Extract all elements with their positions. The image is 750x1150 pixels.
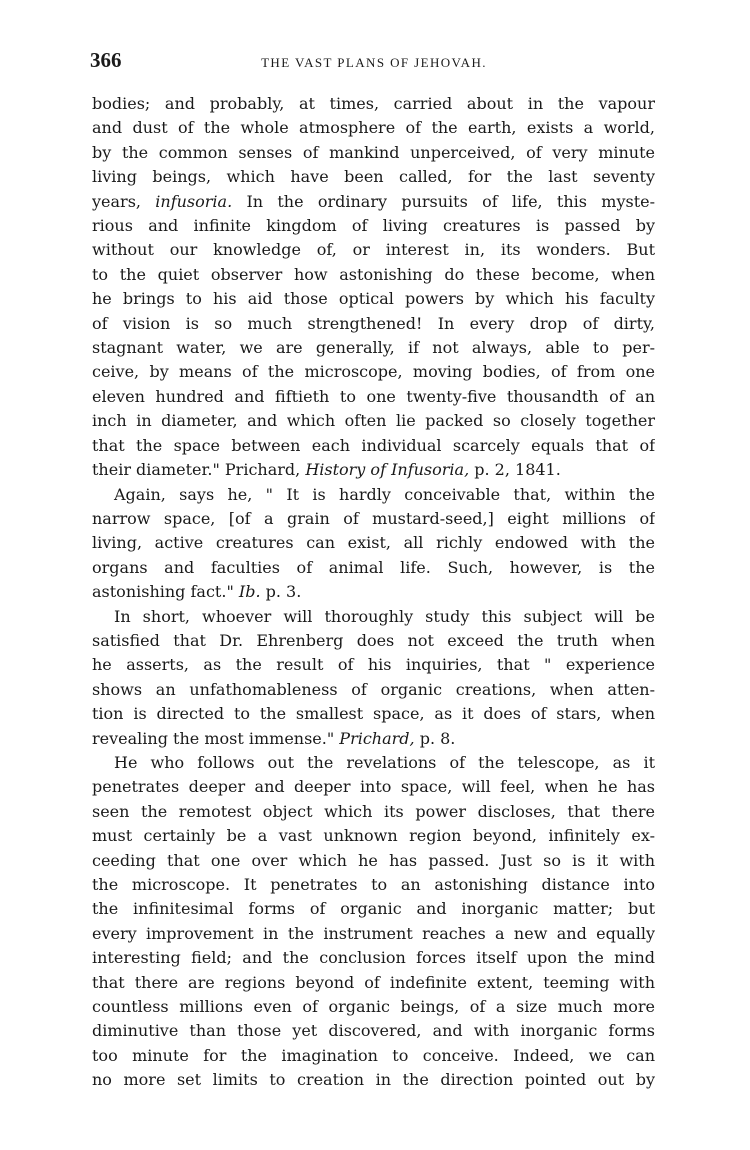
- text-line: [92, 214, 655, 238]
- text-segment: rious and infinite kingdom of living creatures is passed by: [92, 216, 655, 236]
- text-segment: to the quiet observer how astonishing do these become, when: [92, 264, 655, 284]
- text-segment: without our knowledge of, or interest in, its wonders. But: [92, 240, 655, 260]
- text-segment: revealing the most immense.": [92, 728, 340, 748]
- text-line: [92, 946, 655, 970]
- text-segment: In short, whoever will thoroughly study this subject will be: [114, 606, 655, 626]
- text-line: [92, 1068, 655, 1092]
- text-line: [92, 897, 655, 921]
- text-line: [92, 531, 655, 555]
- paragraph: [92, 605, 655, 751]
- text-line: [92, 678, 655, 702]
- text-segment: that the space between each individual scarcely equals that of: [92, 435, 655, 455]
- text-segment: organs and faculties of animal life. Such, however, is the: [92, 557, 655, 577]
- text-segment: shows an unfathomableness of organic creations, when atten-: [92, 679, 655, 699]
- paragraph: [92, 483, 655, 605]
- italic-text: Ib.: [238, 582, 261, 602]
- text-line: [92, 824, 655, 848]
- text-segment: narrow space, [of a grain of mustard-seed,] eight millions of: [92, 508, 655, 528]
- text-segment: interesting field; and the conclusion forces itself upon the mind: [92, 948, 655, 968]
- text-line: [92, 312, 655, 336]
- text-segment: astonishing fact.": [92, 582, 239, 602]
- text-segment: the microscope. It penetrates to an astonishing distance into: [92, 875, 655, 894]
- text-line: [92, 458, 655, 482]
- text-line: [92, 409, 655, 433]
- running-title: THE VAST PLANS OF JEHOVAH.: [261, 55, 487, 70]
- text-line: [92, 751, 655, 775]
- text-segment: years,: [92, 191, 156, 211]
- text-line: [92, 238, 655, 262]
- text-segment: satisfied that Dr. Ehrenberg does not exceed the truth when: [92, 630, 655, 650]
- text-line: [92, 922, 655, 946]
- paragraph: [92, 92, 655, 483]
- text-segment: and dust of the whole atmosphere of the earth, exists a world,: [92, 118, 655, 138]
- text-line: [92, 629, 655, 653]
- body-text: [92, 92, 655, 1093]
- text-segment: stagnant water, we are generally, if not always, able to per-: [92, 338, 655, 358]
- text-segment: p. 3.: [260, 582, 302, 602]
- text-line: [92, 483, 655, 507]
- text-line: [92, 702, 655, 726]
- text-line: [92, 263, 655, 287]
- text-line: [92, 116, 655, 140]
- text-segment: ceive, by means of the microscope, moving bodies, of from one: [92, 362, 655, 382]
- text-segment: Again, says he, " It is hardly conceivable that, within the: [114, 484, 655, 504]
- text-line: [92, 165, 655, 189]
- italic-text: infusoria.: [155, 191, 233, 211]
- text-segment: no more set limits to creation in the direction pointed out by: [92, 1070, 655, 1090]
- text-line: [92, 336, 655, 360]
- page-number: 366: [90, 48, 122, 72]
- text-segment: too minute for the imagination to conceive. Indeed, we can: [92, 1045, 655, 1065]
- text-line: [92, 800, 655, 824]
- text-segment: their diameter." Prichard,: [92, 460, 306, 480]
- text-line: [92, 873, 655, 897]
- text-line: [92, 580, 655, 604]
- text-segment: must certainly be a vast unknown region beyond, infinitely ex-: [92, 826, 655, 846]
- text-line: [92, 507, 655, 531]
- text-segment: the infinitesimal forms of organic and inorganic matter; but: [92, 899, 655, 919]
- text-segment: every improvement in the instrument reaches a new and equally: [92, 923, 655, 943]
- text-line: [92, 727, 655, 751]
- text-line: [92, 605, 655, 629]
- text-segment: he brings to his aid those optical powers by which his faculty: [92, 289, 655, 309]
- text-segment: In the ordinary pursuits of life, this myste-: [232, 191, 655, 211]
- text-line: [92, 653, 655, 677]
- text-line: [92, 995, 655, 1019]
- italic-text: History of Infusoria,: [305, 460, 470, 480]
- text-segment: penetrates deeper and deeper into space, will feel, when he has: [92, 777, 655, 797]
- text-line: [92, 849, 655, 873]
- text-line: [92, 141, 655, 165]
- page-header: [90, 48, 658, 76]
- text-line: [92, 556, 655, 580]
- text-segment: of vision is so much strengthened! In every drop of dirty,: [92, 313, 655, 333]
- text-line: [92, 775, 655, 799]
- text-line: [92, 1044, 655, 1068]
- text-line: [92, 1019, 655, 1043]
- text-segment: living, active creatures can exist, all richly endowed with the: [92, 533, 655, 553]
- text-line: [92, 190, 655, 214]
- text-segment: by the common senses of mankind unperceived, of very minute: [92, 142, 655, 162]
- text-segment: ceeding that one over which he has passed. Just so is it with: [92, 850, 655, 870]
- text-segment: diminutive than those yet discovered, and with inorganic forms: [92, 1021, 655, 1041]
- text-line: [92, 971, 655, 995]
- text-segment: that there are regions beyond of indefinite extent, teeming with: [92, 972, 655, 992]
- text-line: [92, 360, 655, 384]
- text-segment: p. 8.: [414, 728, 456, 748]
- text-segment: He who follows out the revelations of the telescope, as it: [114, 752, 655, 772]
- text-segment: countless millions even of organic beings, of a size much more: [92, 997, 655, 1017]
- text-line: [92, 385, 655, 409]
- italic-text: Prichard,: [339, 728, 415, 748]
- text-line: [92, 92, 655, 116]
- text-segment: inch in diameter, and which often lie packed so closely together: [92, 411, 655, 431]
- text-segment: p. 2, 1841.: [469, 460, 561, 480]
- paragraph: [92, 751, 655, 1093]
- text-segment: tion is directed to the smallest space, as it does of stars, when: [92, 704, 655, 724]
- text-line: [92, 434, 655, 458]
- text-segment: he asserts, as the result of his inquiries, that " experience: [92, 655, 655, 675]
- text-segment: living beings, which have been called, for the last seventy: [92, 167, 655, 187]
- text-segment: bodies; and probably, at times, carried about in the vapour: [92, 94, 655, 113]
- text-segment: eleven hundred and fiftieth to one twenty-five thousandth of an: [92, 386, 655, 406]
- text-line: [92, 287, 655, 311]
- text-segment: seen the remotest object which its power discloses, that there: [92, 801, 655, 821]
